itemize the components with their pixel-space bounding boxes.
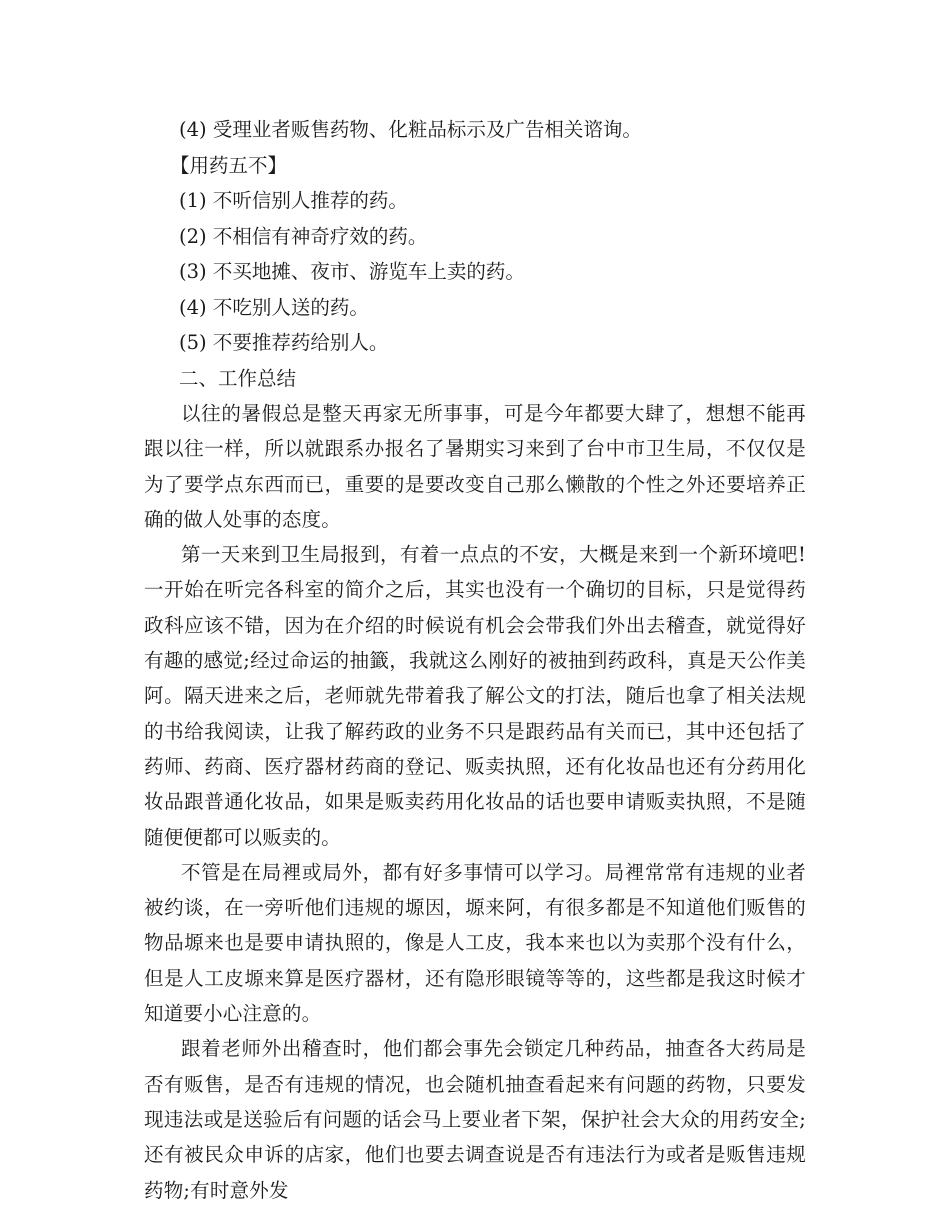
rule-item-3: (3) 不买地摊、夜市、游览车上卖的药。 [179, 260, 525, 283]
paragraph-learning: 不管是在局裡或局外，都有好多事情可以学习。局裡常常有违规的业者被约谈，在一旁听他们违规的塬因，塬来阿，有很多都是不知道他们贩售的物品塬来也是要申请执照的，像是人工皮，我本来也以为卖那个没有什么，但是人工皮塬来算是医疗器材，还有隐形眼镜等等的，这些都是我这时候才知道要小心注意的。 [144, 860, 806, 1026]
document-page [144, 112, 806, 1208]
paragraph-first-day: 第一天来到卫生局报到，有着一点点的不安，大概是来到一个新环境吧!一开始在听完各科室的简介之后，其实也没有一个确切的目标，只是觉得药政科应该不错，因为在介绍的时候说有机会会带我们外出去稽查，就觉得好有趣的感觉;经过命运的抽籤，我就这么刚好的被抽到药政科，真是天公作美阿。隔天进来之后，老师就先带着我了解公文的打法，随后也拿了相关法规的书给我阅读，让我了解药政的业务不只是跟药品有关而已，其中还包括了药师、药商、医疗器材药商的登记、贩卖执照，还有化妆品也还有分药用化妆品跟普通化妆品，如果是贩卖药用化妆品的话也要申请贩卖执照，不是随随便便都可以贩卖的。 [144, 543, 806, 849]
section-heading-five-rules: 【用药五不】 [170, 153, 288, 177]
paragraph-summer-intro: 以往的暑假总是整天再家无所事事，可是今年都要大肆了，想想不能再跟以往一样，所以就跟系办报名了暑期实习来到了台中市卫生局，不仅仅是为了要学点东西而已，重要的是要改变自己那么懒散的个性之外还要培养正确的做人处事的态度。 [144, 402, 806, 531]
section-heading-work-summary: 二、工作总结 [179, 366, 297, 390]
list-item-consult: (4) 受理业者贩售药物、化粧品标示及广告相关谘询。 [179, 118, 642, 141]
rule-item-1: (1) 不听信别人推荐的药。 [179, 189, 408, 212]
rule-item-2: (2) 不相信有神奇疗效的药。 [179, 224, 428, 248]
rule-item-5: (5) 不要推荐药给别人。 [179, 331, 389, 354]
paragraph-inspection: 跟着老师外出稽查时，他们都会事先会锁定几种药品，抽查各大药局是否有贩售，是否有违规的情况，也会随机抽查看起来有问题的药物，只要发现违法或是送验后有问题的话会马上要业者下架，保护社会大众的用药安全;还有被民众申诉的店家，他们也要去调查说是否有违法行为或者是贩售违规药物;有时意外发 [144, 1037, 806, 1202]
rule-item-4: (4) 不吃别人送的药。 [179, 295, 369, 319]
